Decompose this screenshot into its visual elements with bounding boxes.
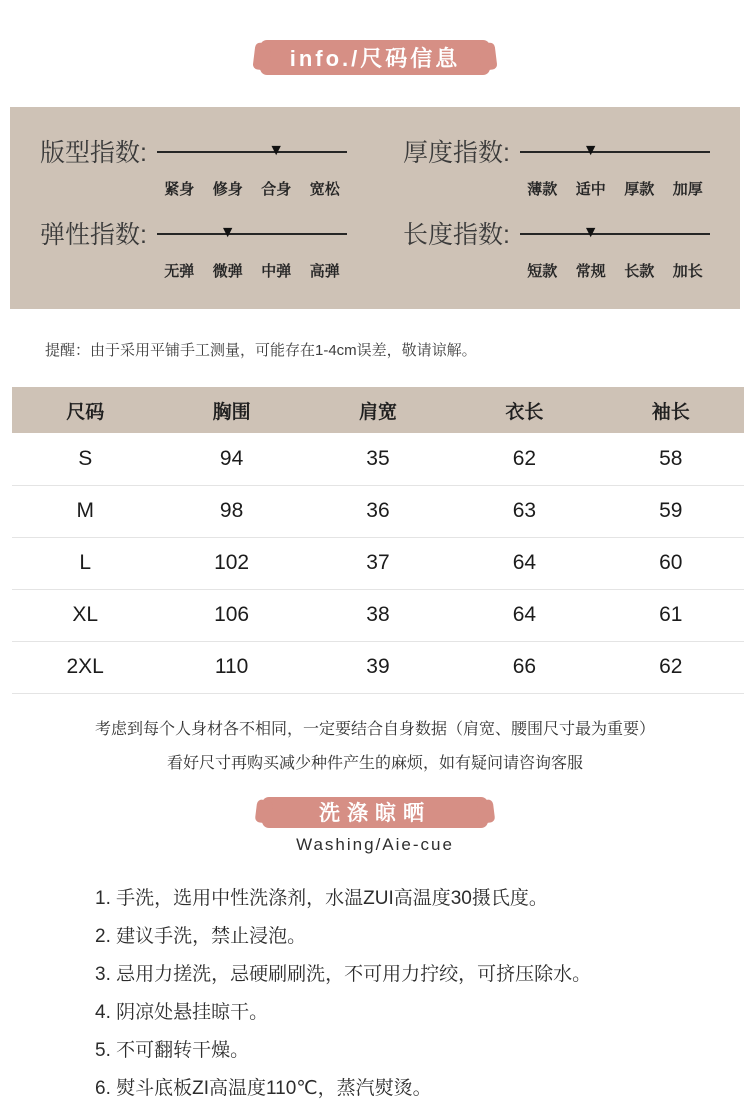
table-cell: XL: [12, 589, 158, 641]
size-notes: [0, 713, 750, 781]
table-cell: 62: [598, 641, 744, 693]
washing-instruction: 2. 建议手洗，禁止浸泡。: [95, 925, 307, 947]
table-cell: 106: [158, 589, 304, 641]
scale-options: [518, 260, 712, 281]
measurement-reminder: 提醒：由于采用平铺手工测量，可能存在1-4cm误差，敬请谅解。: [45, 342, 477, 359]
table-cell: 60: [598, 537, 744, 589]
scale-option-label: 加厚: [672, 181, 703, 198]
table-row: [12, 485, 744, 537]
scale-option-label: 厚款: [624, 181, 655, 198]
table-cell: 63: [451, 485, 597, 537]
scale-option-label: 长款: [624, 263, 655, 280]
index-group: [40, 133, 349, 199]
column-header: 胸围: [158, 387, 304, 433]
scale-option-label: 中弹: [261, 263, 292, 280]
washing-title: 洗涤晾晒: [319, 802, 431, 825]
size-table-head: [12, 387, 744, 433]
table-cell: 64: [451, 589, 597, 641]
column-header: 肩宽: [305, 387, 451, 433]
index-group-label: 长度指数:: [403, 221, 510, 249]
table-cell: 36: [305, 485, 451, 537]
scale-option-label: 合身: [261, 181, 292, 198]
scale-line: [157, 151, 347, 153]
scale-line: [520, 233, 710, 235]
scale-option-label: 加长: [672, 263, 703, 280]
scale-options: [155, 178, 349, 199]
washing-instruction: 5. 不可翻转干燥。: [95, 1039, 250, 1061]
table-row: [12, 433, 744, 485]
table-cell: 94: [158, 433, 304, 485]
table-cell: 64: [451, 537, 597, 589]
washing-instructions: [95, 880, 750, 1108]
washing-instruction: 1. 手洗，选用中性洗涤剂，水温ZUI高温度30摄氏度。: [95, 887, 548, 909]
scale-line: [157, 233, 347, 235]
page-title: info./尺码信息: [289, 46, 461, 71]
scale-option-label: 宽松: [309, 181, 340, 198]
note-line: 考虑到每个人身材各不相同，一定要结合自身数据（肩宽、腰围尺寸最为重要）: [94, 720, 655, 738]
index-scale: [518, 138, 712, 164]
index-panel: [10, 107, 740, 309]
table-cell: 110: [158, 641, 304, 693]
scale-line: [520, 151, 710, 153]
table-cell: 38: [305, 589, 451, 641]
scale-option-label: 高弹: [309, 263, 340, 280]
table-cell: M: [12, 485, 158, 537]
down-arrow-icon: ▼: [582, 142, 599, 159]
note-line: 看好尺寸再购买减少种件产生的麻烦，如有疑问请咨询客服: [166, 754, 583, 772]
down-arrow-icon: ▼: [582, 224, 599, 241]
size-table-body: [12, 433, 744, 693]
scale-option-label: 适中: [575, 181, 606, 198]
scale-option-label: 短款: [527, 263, 558, 280]
size-info-ribbon: [260, 40, 490, 75]
table-cell: 62: [451, 433, 597, 485]
table-row: [12, 641, 744, 693]
washing-instruction: 4. 阴凉处悬挂晾干。: [95, 1001, 269, 1023]
size-table: [12, 387, 744, 694]
index-scale: [518, 220, 712, 246]
table-cell: 2XL: [12, 641, 158, 693]
index-group: [403, 133, 712, 199]
table-cell: 39: [305, 641, 451, 693]
table-cell: 35: [305, 433, 451, 485]
scale-option-label: 无弹: [164, 263, 195, 280]
table-row: [12, 589, 744, 641]
table-cell: S: [12, 433, 158, 485]
scale-option-label: 修身: [212, 181, 243, 198]
down-arrow-icon: ▼: [219, 224, 236, 241]
table-cell: L: [12, 537, 158, 589]
scale-option-label: 常规: [575, 263, 606, 280]
index-group-label: 厚度指数:: [403, 139, 510, 167]
scale-option-label: 微弹: [212, 263, 243, 280]
down-arrow-icon: ▼: [268, 142, 285, 159]
scale-options: [518, 178, 712, 199]
washing-subtitle: Washing/Aie-cue: [296, 834, 454, 854]
table-cell: 37: [305, 537, 451, 589]
index-scale: [155, 220, 349, 246]
index-group: [403, 215, 712, 281]
table-cell: 98: [158, 485, 304, 537]
index-group: [40, 215, 349, 281]
column-header: 衣长: [451, 387, 597, 433]
scale-option-label: 薄款: [527, 181, 558, 198]
size-table-header-row: [12, 387, 744, 433]
column-header: 袖长: [598, 387, 744, 433]
scale-options: [155, 260, 349, 281]
index-group-label: 弹性指数:: [40, 221, 147, 249]
index-scale: [155, 138, 349, 164]
washing-instruction: 3. 忌用力搓洗，忌硬刷刷洗，不可用力拧绞，可挤压除水。: [95, 963, 592, 985]
column-header: 尺码: [12, 387, 158, 433]
table-cell: 58: [598, 433, 744, 485]
washing-ribbon: [262, 797, 488, 828]
table-cell: 59: [598, 485, 744, 537]
washing-instruction: 6. 熨斗底板ZI高温度110℃，蒸汽熨烫。: [95, 1077, 432, 1099]
table-row: [12, 537, 744, 589]
table-cell: 61: [598, 589, 744, 641]
table-cell: 66: [451, 641, 597, 693]
scale-option-label: 紧身: [164, 181, 195, 198]
index-group-label: 版型指数:: [40, 139, 147, 167]
table-cell: 102: [158, 537, 304, 589]
